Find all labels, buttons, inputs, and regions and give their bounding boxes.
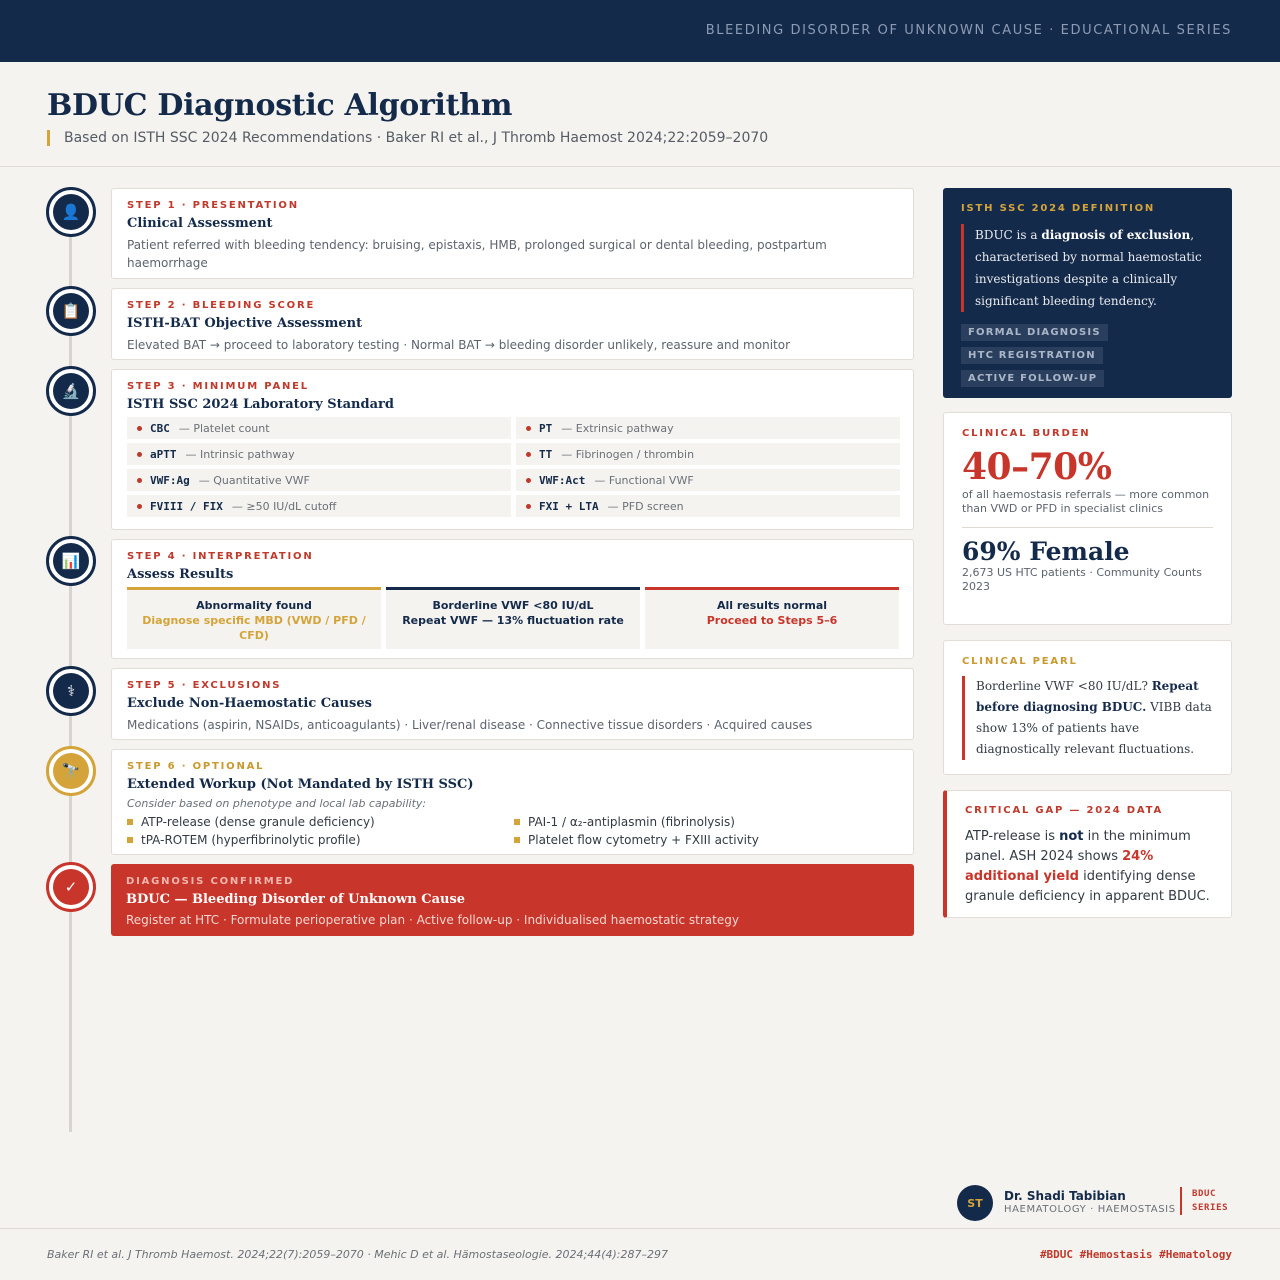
lab-test-item [516, 469, 900, 491]
burden-stat-primary: 40–70% [962, 446, 1112, 488]
step-1-label: STEP 1 · PRESENTATION [127, 200, 299, 211]
person-icon: 👤 [53, 194, 89, 230]
step-6-label: STEP 6 · OPTIONAL [127, 761, 265, 772]
step-3-title: ISTH SSC 2024 Laboratory Standard [127, 397, 394, 412]
critical-gap-panel [943, 790, 1232, 918]
workup-item-text: ATP-release (dense granule deficiency) [141, 815, 375, 829]
lab-test-item [127, 417, 511, 439]
lab-test-desc: — PFD screen [607, 499, 684, 513]
step-6-title: Extended Workup (Not Mandated by ISTH SSC) [127, 777, 474, 792]
lab-test-item [127, 469, 511, 491]
lab-test-desc: — Functional VWF [594, 473, 694, 487]
step-1-card [111, 188, 914, 279]
interpretation-outcomes [127, 587, 900, 649]
step-1-title: Clinical Assessment [127, 216, 273, 231]
chart-icon: 📊 [53, 543, 89, 579]
step-5-title: Exclude Non-Haemostatic Causes [127, 696, 372, 711]
definition-text-emphasis: diagnosis of exclusion [1041, 228, 1191, 242]
gap-text-part: in the minimum panel. ASH 2024 shows [965, 829, 1191, 864]
workup-item [127, 831, 514, 849]
pearl-text-part: VIBB data show 13% of patients have diagnostically relevant fluctuations. [976, 700, 1212, 756]
gap-text-emphasis: not [1059, 829, 1084, 844]
diagnosis-description: Register at HTC · Formulate perioperative plan · Active follow-up · Individualised haemostatic strategy [126, 913, 739, 927]
lab-test-item [516, 495, 900, 517]
step-2-card [111, 288, 914, 360]
lab-test-code: CBC [150, 421, 170, 435]
series-banner-text: BLEEDING DISORDER OF UNKNOWN CAUSE · EDUCATIONAL SERIES [705, 23, 1232, 38]
step-2-title: ISTH-BAT Objective Assessment [127, 316, 363, 331]
lab-test-code: VWF:Ag [150, 473, 190, 487]
page-subtitle: Based on ISTH SSC 2024 Recommendations · Baker RI et al., J Thromb Haemost 2024;22:2059–2070 [47, 130, 768, 146]
step-5-marker [46, 666, 96, 716]
page-footer [0, 1228, 1280, 1280]
lab-test-code: TT [539, 447, 553, 461]
definition-text-part: BDUC is a [975, 228, 1042, 242]
definition-text [961, 224, 1214, 312]
outcome-action: Proceed to Steps 5–6 [706, 614, 838, 627]
bullet-icon [526, 452, 531, 457]
divider [962, 527, 1213, 528]
series-badge [1180, 1187, 1228, 1215]
outcome-normal [645, 587, 899, 649]
outcome-action: Repeat VWF — 13% fluctuation rate [402, 614, 624, 627]
microscope-icon: 🔬 [53, 373, 89, 409]
lab-test-desc: — Intrinsic pathway [185, 447, 295, 461]
workup-item [514, 831, 901, 849]
bullet-icon [127, 837, 133, 843]
gap-text-part: ATP-release is [965, 829, 1060, 844]
lab-test-desc: — Extrinsic pathway [561, 421, 674, 435]
bullet-icon [514, 837, 520, 843]
definition-panel [943, 188, 1232, 398]
burden-stat-primary-desc: of all haemostasis referrals — more common than VWD or PFD in specialist clinics [962, 488, 1210, 515]
series-line: BDUC [1192, 1189, 1217, 1199]
step-3-label: STEP 3 · MINIMUM PANEL [127, 381, 309, 392]
tag-formal-diagnosis: FORMAL DIAGNOSIS [961, 324, 1108, 341]
step-2-marker [46, 286, 96, 336]
checkmark-icon: ✓ [53, 869, 89, 905]
lab-test-code: aPTT [150, 447, 177, 461]
step-4-title: Assess Results [127, 567, 234, 582]
step-1-marker [46, 187, 96, 237]
pearl-label: CLINICAL PEARL [962, 656, 1078, 667]
lab-test-item [516, 443, 900, 465]
step-3-marker [46, 366, 96, 416]
tag-htc-registration: HTC REGISTRATION [961, 347, 1103, 364]
workup-item [127, 813, 514, 831]
step-1-description: Patient referred with bleeding tendency: bruising, epistaxis, HMB, prolonged surgical or dental bleeding, postpartum haemorrhage [127, 238, 827, 270]
author-name: Dr. Shadi Tabibian [1004, 1189, 1126, 1203]
lab-test-desc: — Quantitative VWF [198, 473, 310, 487]
bullet-icon [526, 504, 531, 509]
lab-test-item [127, 443, 511, 465]
tag-active-follow-up: ACTIVE FOLLOW-UP [961, 370, 1104, 387]
bullet-icon [127, 819, 133, 825]
diagnosis-label: DIAGNOSIS CONFIRMED [126, 876, 295, 887]
gap-text-highlight: 24% additional yield [965, 849, 1154, 884]
pearl-text [962, 676, 1213, 760]
author-block [957, 1185, 1233, 1223]
extended-workup-list [127, 813, 898, 849]
gap-text [965, 827, 1213, 907]
clinical-pearl-panel [943, 640, 1232, 775]
lab-test-item [127, 495, 511, 517]
lab-test-code: FVIII / FIX [150, 499, 223, 513]
avatar: ST [957, 1185, 993, 1221]
step-5-label: STEP 5 · EXCLUSIONS [127, 680, 282, 691]
bullet-icon [526, 478, 531, 483]
step-6-card [111, 749, 914, 855]
step-2-description: Elevated BAT → proceed to laboratory testing · Normal BAT → bleeding disorder unlikely, reassure and monitor [127, 338, 791, 352]
lab-test-code: FXI + LTA [539, 499, 599, 513]
top-banner [0, 0, 1280, 62]
outcome-action: Diagnose specific MBD (VWD / PFD / CFD) [142, 614, 366, 642]
gap-text-part: identifying dense granule deficiency in apparent BDUC. [965, 869, 1210, 904]
burden-label: CLINICAL BURDEN [962, 428, 1091, 439]
pearl-text-emphasis: Repeat before diagnosing BDUC. [976, 679, 1199, 714]
outcome-abnormal [127, 587, 381, 649]
step-6-note: Consider based on phenotype and local lab capability: [127, 797, 427, 810]
lab-panel-grid [127, 417, 900, 517]
workup-item-text: PAI-1 / α₂-antiplasmin (fibrinolysis) [528, 815, 735, 829]
bullet-icon [137, 452, 142, 457]
bullet-icon [526, 426, 531, 431]
step-3-card [111, 369, 914, 530]
diagnosis-title: BDUC — Bleeding Disorder of Unknown Cause [126, 892, 466, 907]
lab-test-desc: — ≥50 IU/dL cutoff [231, 499, 337, 513]
burden-stat-secondary: 69% Female [962, 537, 1130, 566]
bullet-icon [137, 504, 142, 509]
step-2-label: STEP 2 · BLEEDING SCORE [127, 300, 316, 311]
step-4-marker [46, 536, 96, 586]
lab-test-desc: — Fibrinogen / thrombin [561, 447, 695, 461]
caduceus-icon: ⚕ [53, 673, 89, 709]
lab-test-code: VWF:Act [539, 473, 586, 487]
outcome-heading: Borderline VWF <80 IU/dL [432, 599, 594, 612]
bullet-icon [514, 819, 520, 825]
step-4-label: STEP 4 · INTERPRETATION [127, 551, 314, 562]
workup-item-text: Platelet flow cytometry + FXIII activity [528, 833, 759, 847]
outcome-heading: All results normal [716, 599, 828, 612]
lab-test-desc: — Platelet count [178, 421, 270, 435]
step-6-marker [46, 746, 96, 796]
workup-item-text: tPA-ROTEM (hyperfibrinolytic profile) [141, 833, 361, 847]
diagnosis-marker [46, 862, 96, 912]
outcome-borderline [386, 587, 640, 649]
series-line: SERIES [1192, 1203, 1229, 1213]
diagnosis-card [111, 864, 914, 936]
page-title: BDUC Diagnostic Algorithm [47, 88, 513, 123]
gap-label: CRITICAL GAP — 2024 DATA [965, 805, 1164, 816]
bullet-icon [137, 426, 142, 431]
telescope-icon: 🔭 [53, 753, 89, 789]
workup-item [514, 813, 901, 831]
clipboard-icon: 📋 [53, 293, 89, 329]
author-role: HAEMATOLOGY · HAEMOSTASIS [1004, 1204, 1176, 1215]
definition-text-part: , characterised by normal haemostatic investigations despite a clinically significant bleeding tendency. [975, 228, 1202, 308]
lab-test-code: PT [539, 421, 553, 435]
outcome-heading: Abnormality found [196, 599, 312, 612]
pearl-text-part: Borderline VWF <80 IU/dL? [976, 679, 1152, 693]
hashtags: #BDUC #Hemostasis #Hematology [1039, 1248, 1232, 1261]
step-5-card [111, 668, 914, 740]
page-header [0, 62, 1280, 167]
bullet-icon [137, 478, 142, 483]
definition-label: ISTH SSC 2024 DEFINITION [961, 203, 1156, 214]
burden-stat-secondary-desc: 2,673 US HTC patients · Community Counts 2023 [962, 566, 1202, 593]
references: Baker RI et al. J Thromb Haemost. 2024;22(7):2059–2070 · Mehic D et al. Hämostaseologie. 2024;44(4):287–297 [47, 1248, 668, 1261]
definition-tags [961, 318, 1214, 387]
lab-test-item [516, 417, 900, 439]
step-5-description: Medications (aspirin, NSAIDs, anticoagulants) · Liver/renal disease · Connective tissue disorders · Acquired causes [127, 718, 813, 732]
clinical-burden-panel [943, 412, 1232, 625]
step-4-card [111, 539, 914, 659]
